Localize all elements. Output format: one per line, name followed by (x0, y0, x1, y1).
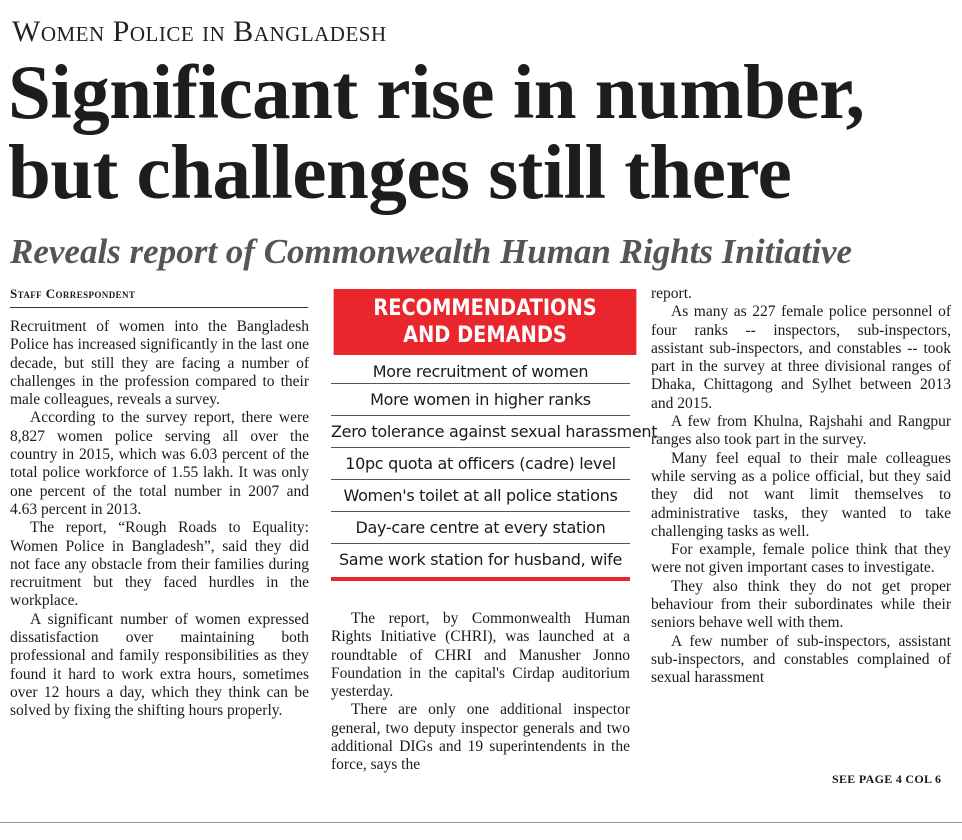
paragraph: As many as 227 female police personnel of four ranks -- inspectors, sub-inspectors, assistant sub-inspectors, and constables -- took part in the survey at three divisional ranges of Dhaka, Chittagong and Sylhet between 2013 and 2015. (651, 303, 951, 412)
paragraph: Recruitment of women into the Bangladesh Police has increased significantly in the last one decade, but still they are facing a number of challenges in the profession compared to their male colleagues, reveals a survey. (10, 318, 309, 409)
recommendation-item: 10pc quota at officers (cadre) level (331, 448, 630, 480)
recommendation-item: Day-care centre at every station (331, 512, 630, 544)
recommendations-title (334, 289, 637, 355)
recommendations-title-line-2: AND DEMANDS (403, 323, 567, 348)
recommendation-item: Same work station for husband, wife (331, 544, 630, 581)
recommendation-item: More recruitment of women (331, 359, 630, 384)
paragraph: The report, “Rough Roads to Equality: Women Police in Bangladesh”, said they did not face any obstacle from their families during recruitment but they faced hurdles in the workplace. (10, 519, 309, 610)
paragraph: Many feel equal to their male colleagues while serving as a police official, but they said they did not want limit themselves to administrative tasks, they wanted to take challenging tasks as well. (651, 449, 951, 540)
recommendation-item: Zero tolerance against sexual harassment (331, 416, 630, 448)
paragraph: They also think they do not get proper behaviour from their subordinates while their seniors behave well with them. (651, 577, 951, 632)
continuation-note: SEE PAGE 4 COL 6 (832, 772, 942, 786)
byline: Staff Correspondent (10, 286, 308, 308)
headline-line-1: Significant rise in number, (8, 49, 865, 135)
paragraph: A significant number of women expressed dissatisfaction over maintaining both professional and family responsibilities as they found it hard to work extra hours, sometimes over 12 hours a day, which they think can be solved by fixing the shifting hours properly. (10, 610, 309, 720)
paragraph: For example, female police think that they were not given important cases to investigate. (651, 541, 951, 577)
article-column-3 (651, 285, 951, 688)
recommendations-title-line-1: RECOMMENDATIONS (373, 296, 597, 321)
bottom-divider (0, 822, 962, 823)
recommendations-box (331, 289, 658, 581)
paragraph: A few number of sub-inspectors, assistant sub-inspectors, and constables complained of sexual harassment (651, 632, 951, 687)
recommendation-item: Women's toilet at all police stations (331, 480, 630, 512)
paragraph: A few from Khulna, Rajshahi and Rangpur ranges also took part in the survey. (651, 413, 951, 449)
recommendation-item: More women in higher ranks (331, 384, 630, 416)
article-column-2 (331, 610, 630, 775)
headline-line-2: but challenges still there (8, 129, 792, 215)
paragraph: report. (651, 285, 692, 302)
paragraph: According to the survey report, there were 8,827 women police serving all over the country in 2015, which was 6.03 percent of the total police workforce of 1.55 lakh. It was only one percent of the total number in 2007 and 4.63 percent in 2013. (10, 409, 309, 518)
section-kicker: Women Police in Bangladesh (12, 15, 387, 48)
article-column-1 (10, 318, 309, 721)
paragraph: There are only one additional inspector general, two deputy inspector generals and two additional DIGs and 19 superintendents in the force, says the (331, 701, 630, 774)
subheadline: Reveals report of Commonwealth Human Rights Initiative (10, 232, 853, 271)
recommendations-list (331, 359, 658, 581)
headline (8, 49, 865, 215)
paragraph: The report, by Commonwealth Human Rights Initiative (CHRI), was launched at a roundtable of CHRI and Manusher Jonno Foundation in the capital's Cirdap auditorium yesterday. (331, 610, 630, 701)
